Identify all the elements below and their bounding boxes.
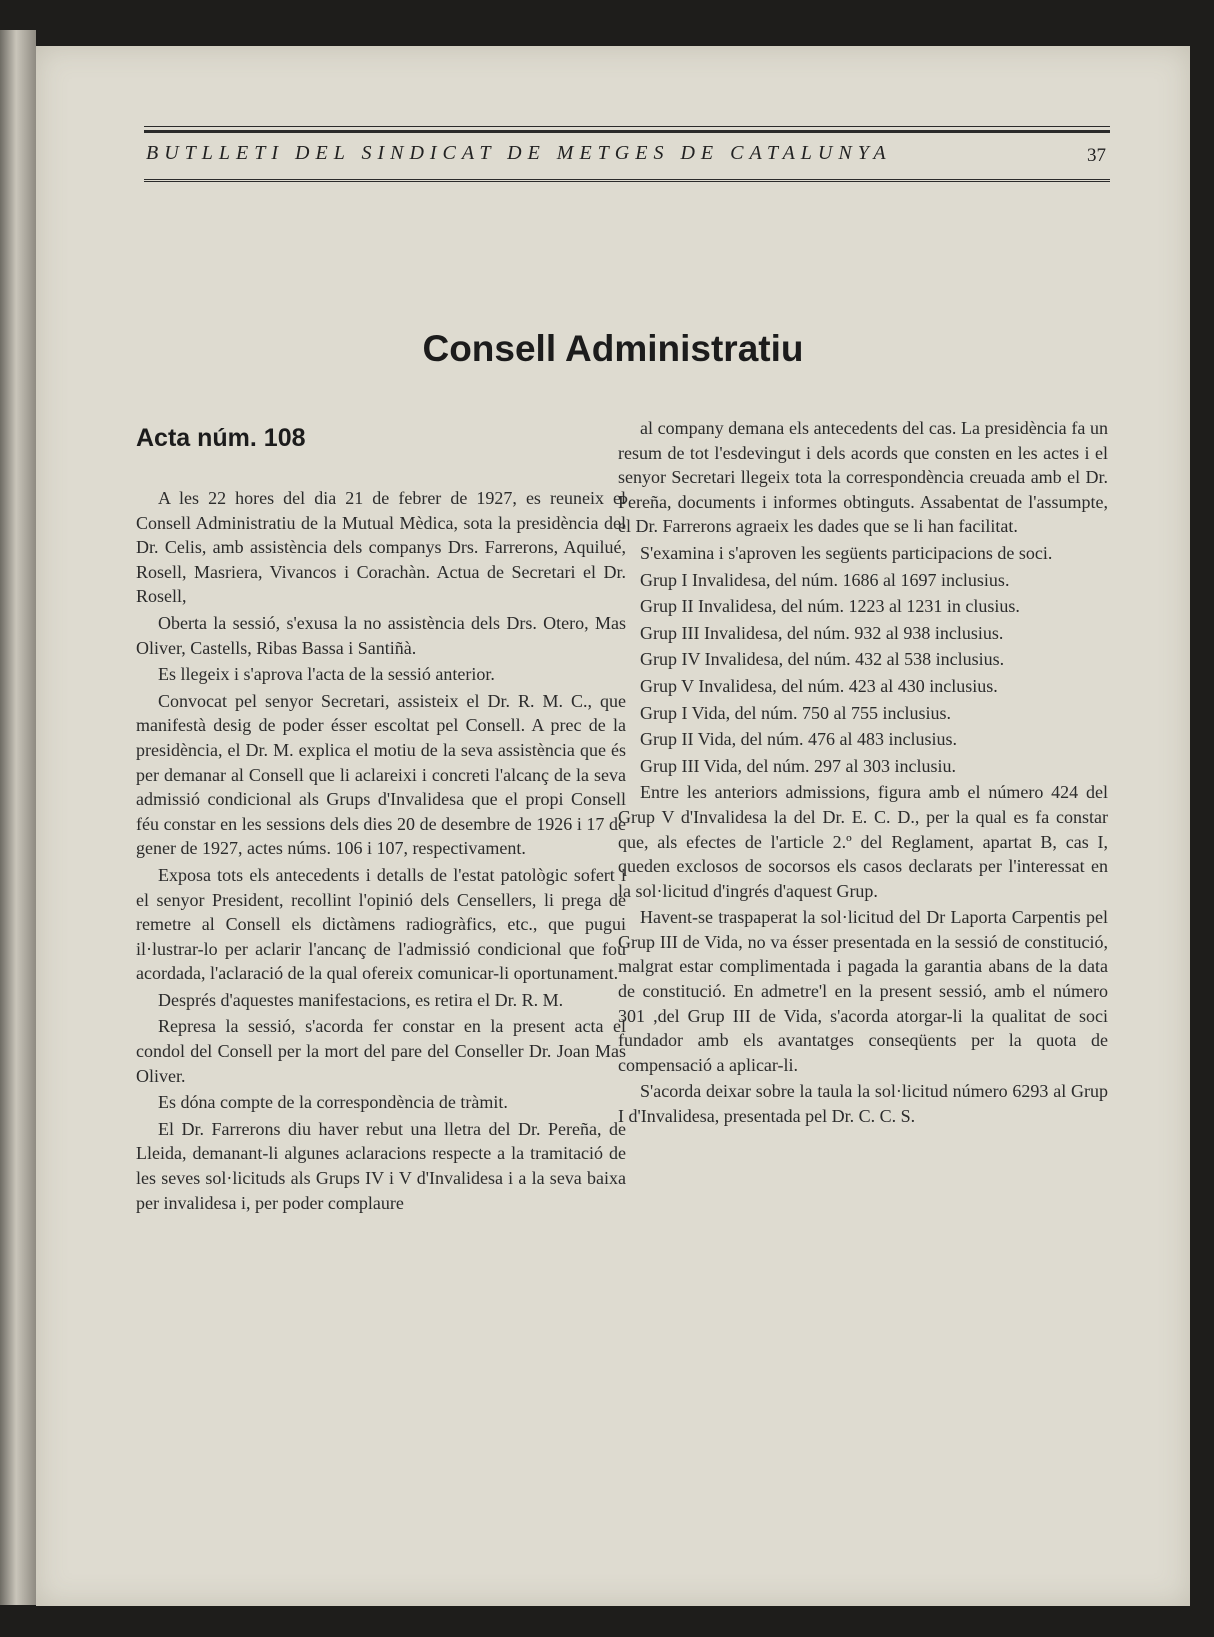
paragraph: Després d'aquestes manifestacions, es retira el Dr. R. M. [158,989,564,1010]
paragraph: Oberta la sessió, s'exusa la no assistència dels Drs. Otero, Mas Oliver, Castells, Ribas Bassa i Santiñà. [136,612,626,658]
running-header [144,130,1110,182]
scan-edge [0,30,36,1605]
section-heading: Acta núm. 108 [136,424,306,452]
paragraph: A les 22 hores del dia 21 de febrer de 1927, es reuneix el Consell Administratiu de la Mutual Mèdica, sota la presidència del Dr. Celis, amb assistència dels companys Drs. Farrerons, Aquilué, Rosell, Masriera, Vivancos i Corachàn. Actua de Secretari el Dr. Rosell, [136,488,626,607]
group-entry: Grup II Vida, del núm. 476 al 483 inclusius. [640,729,958,750]
paragraph: S'acorda deixar sobre la taula la sol·licitud número 6293 al Grup I d'Invalidesa, presentada pel Dr. C. C. S. [618,1081,1108,1127]
page-number: 37 [1087,145,1106,166]
header-rule [144,126,1110,127]
group-entry: Grup III Vida, del núm. 297 al 303 inclusiu. [640,755,957,776]
paragraph: al company demana els antecedents del cas. La presidència fa un resum de tot l'esdevingut i dels acords que consten en les actes i el senyor Secretari llegeix tota la correspondència creuada amb el Dr. Pereña, documents i informes obtinguts. Assabentat de l'assumpte, el Dr. Farrerons agraeix les dades que se li han facilitat. [618,418,1108,537]
paragraph: Es llegeix i s'aprova l'acta de la sessió anterior. [158,664,495,685]
paragraph: Entre les anteriors admissions, figura amb el número 424 del Grup V d'Invalidesa la del Dr. E. C. D., per la qual es fa constar que, als efectes de l'article 2.º del Reglament, apartat B, cas I, queden exclosos de socorsos els casos declarats per l'interessat en la sol·licitud d'ingrés d'aquest Grup. [618,782,1108,901]
group-entry: Grup III Invalidesa, del núm. 932 al 938 inclusius. [640,622,1004,643]
group-entry: Grup IV Invalidesa, del núm. 432 al 538 inclusius. [640,649,1005,670]
article-title: Consell Administratiu [422,328,804,369]
left-column [136,416,626,1217]
journal-title: BUTLLETI DEL SINDICAT DE METGES DE CATALUNYA [146,142,892,164]
page [36,46,1190,1606]
paragraph: Represa la sessió, s'acorda fer constar en la present acta el condol del Consell per la mort del pare del Conseller Dr. Joan Mas Oliver. [136,1016,626,1086]
paragraph: Convocat pel senyor Secretari, assisteix el Dr. R. M. C., que manifestà desig de poder ésser escoltat pel Consell. A prec de la presidència, el Dr. M. explica el motiu de la seva assistència que és per demanar al Consell que li aclareixi i concreti l'alcanç de la seva admissió condicional als Grups d'Invalidesa que el propi Consell féu constar en les sessions dels dies 20 de desembre de 1926 i 17 de gener de 1927, actes núms. 106 i 107, respectivament. [136,690,626,859]
paragraph: Havent-se traspaperat la sol·licitud del Dr Laporta Carpentis pel Grup III de Vida, no va ésser presentada en la sessió de constitució, malgrat estar complimentada i pagada la garantia abans de la data de constitució. En admetre'l en la present sessió, amb el número 301 ,del Grup III de Vida, s'acorda atorgar-li la qualitat de soci fundador amb els avantatges conseqüents per la quota de compensació a aplicar-li. [618,907,1108,1075]
group-entry: Grup II Invalidesa, del núm. 1223 al 1231 in clusius. [640,596,1020,617]
group-entry: Grup V Invalidesa, del núm. 423 al 430 inclusius. [640,675,998,696]
group-entry: Grup I Invalidesa, del núm. 1686 al 1697 inclusius. [640,569,1010,590]
paragraph: S'examina i s'aproven les següents participacions de soci. [640,542,1053,563]
group-entry: Grup I Vida, del núm. 750 al 755 inclusius. [640,702,952,723]
paragraph: El Dr. Farrerons diu haver rebut una lletra del Dr. Pereña, de Lleida, demanant-li algunes aclaracions respecte a la tramitació de les seves sol·licituds als Grups IV i V d'Invalidesa i a la seva baixa per invalidesa i, per poder complaure [136,1118,626,1213]
right-column [618,416,1108,1131]
paragraph: Es dóna compte de la correspondència de tràmit. [158,1092,508,1113]
paragraph: Exposa tots els antecedents i detalls de l'estat patològic sofert i el senyor President, recollint l'opinió dels Censellers, li prega de remetre al Consell els dictàmens radiogràfics, etc., que pugui il·lustrar-lo per aclarir l'ancanç de l'admissió condicional que fou acordada, l'aclaració de la qual ofereix comunicar-li oportunament. [136,864,626,984]
